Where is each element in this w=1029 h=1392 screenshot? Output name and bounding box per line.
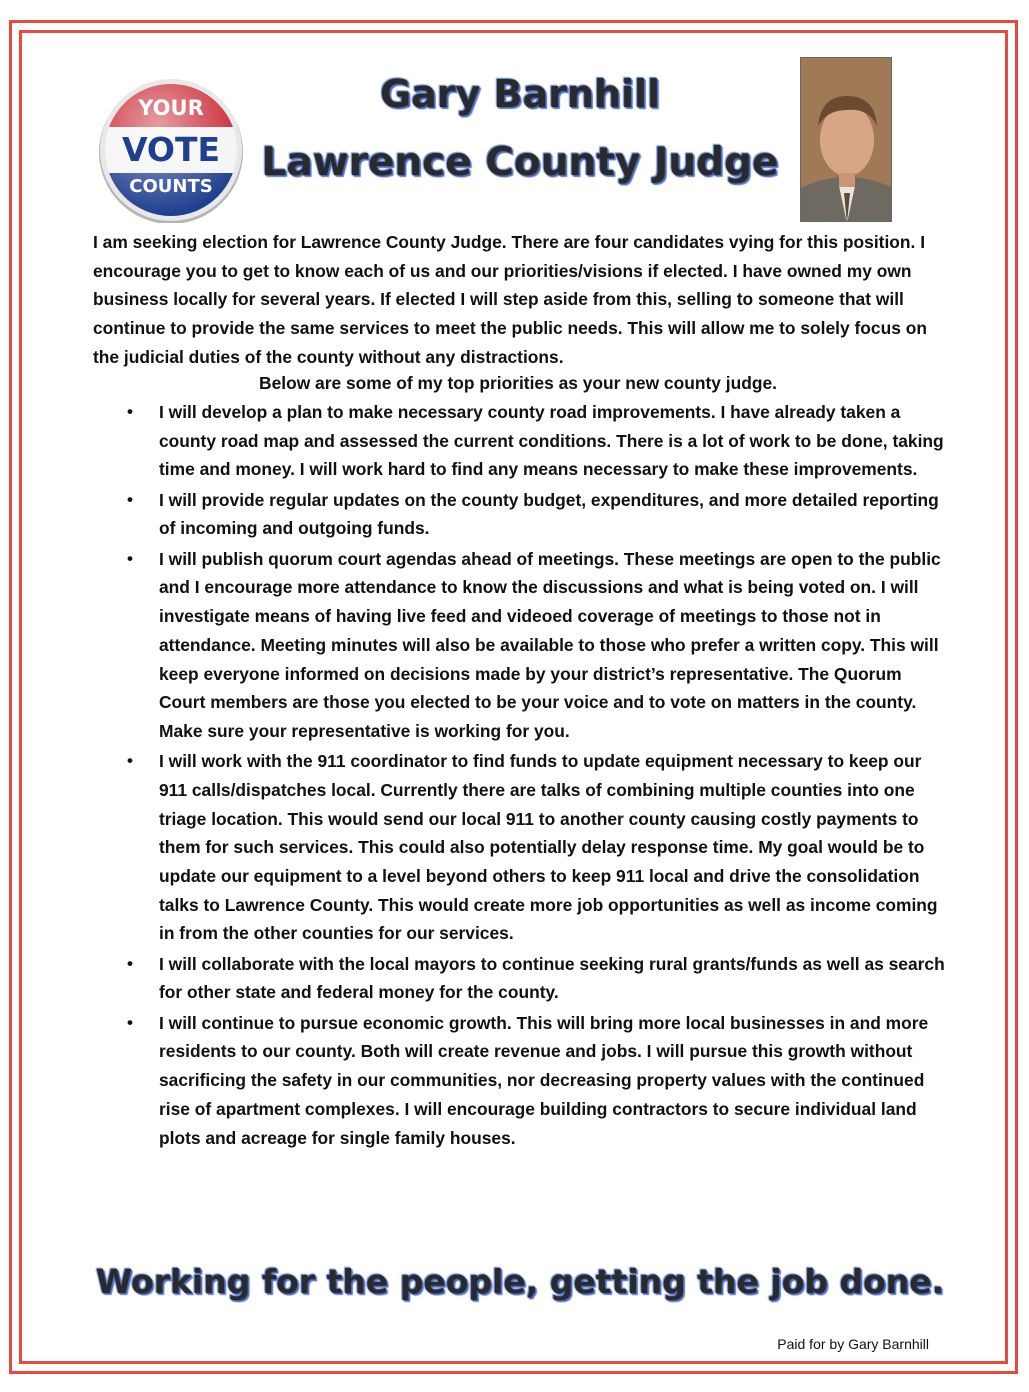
bullet-icon: •	[127, 751, 133, 771]
candidate-photo	[800, 57, 892, 222]
priorities-list	[127, 398, 949, 1154]
priority-text: I will provide regular updates on the county budget, expenditures, and more detailed reporting of incoming and outgoing funds.	[159, 489, 939, 539]
bullet-icon: •	[127, 953, 133, 973]
list-item	[127, 1009, 949, 1153]
list-item	[127, 486, 949, 543]
bullet-icon: •	[127, 548, 133, 568]
priority-text: I will publish quorum court agendas ahead of meetings. These meetings are open to the public and I encourage more attendance to know the discussions and what is being voted on. I will investigate means of having live feed and videoed coverage of meetings to those not in attendance. Meeting minutes will also be available to those who prefer a written copy. This will keep everyone informed on decisions made by your district’s representative. The Quorum Court members are those you elected to be your voice and to vote on matters in the county. Make sure your representative is working for you.	[159, 548, 941, 741]
priority-text: I will continue to pursue economic growth. This will bring more local businesses in and more residents to our county. Both will create revenue and jobs. I will pursue this growth without sacrificing the safety in our communities, nor decreasing property values with the continued rise of apartment complexes. I will encourage building contractors to secure individual land plots and acreage for single family houses.	[159, 1012, 929, 1148]
candidate-name: Gary Barnhill	[379, 72, 661, 116]
bullet-icon: •	[127, 1012, 133, 1032]
list-item	[127, 950, 949, 1007]
intro-paragraph: I am seeking election for Lawrence County Judge. There are four candidates vying for this position. I encourage you to get to know each of us and our priorities/visions if elected. I have owned my own business locally for several years. If elected I will step aside from this, selling to someone that will continue to provide the same services to meet the public needs. This will allow me to solely focus on the judicial duties of the county without any distractions.	[93, 232, 927, 367]
campaign-slogan: Working for the people, getting the job done.	[95, 1262, 945, 1301]
priority-text: I will work with the 911 coordinator to find funds to update equipment necessary to keep our 911 calls/dispatches local. Currently there are talks of combining multiple counties into one triage location. This would send our local 911 to another county causing costly payments to them for such services. This could also potentially delay response time. My goal would be to update our equipment to a level beyond others to keep 911 local and drive the consolidation talks to Lawrence County. This would create more job opportunities as well as income coming in from the other counties for our services.	[159, 751, 938, 944]
your-vote-counts-badge	[97, 77, 245, 223]
bullet-icon: •	[127, 402, 133, 421]
paid-for-disclaimer: Paid for by Gary Barnhill	[777, 1336, 929, 1352]
badge-line-1: YOUR	[138, 96, 204, 120]
priority-text: I will collaborate with the local mayors to continue seeking rural grants/funds as well as search for other state and federal money for the county.	[159, 953, 945, 1003]
priorities-lead: Below are some of my top priorities as your new county judge.	[259, 373, 777, 393]
portrait-image	[801, 58, 892, 222]
badge-line-2: VOTE	[121, 130, 221, 169]
list-item	[127, 398, 949, 484]
bullet-icon: •	[127, 489, 133, 509]
list-item	[127, 545, 949, 746]
priority-text: I will develop a plan to make necessary county road improvements. I have already taken a county road map and assessed the current conditions. There is a lot of work to be done, taking time and money. I will work hard to find any means necessary to make these improvements.	[159, 402, 944, 480]
list-item	[127, 747, 949, 948]
badge-line-3: COUNTS	[129, 176, 213, 197]
office-title: Lawrence County Judge	[261, 140, 779, 185]
